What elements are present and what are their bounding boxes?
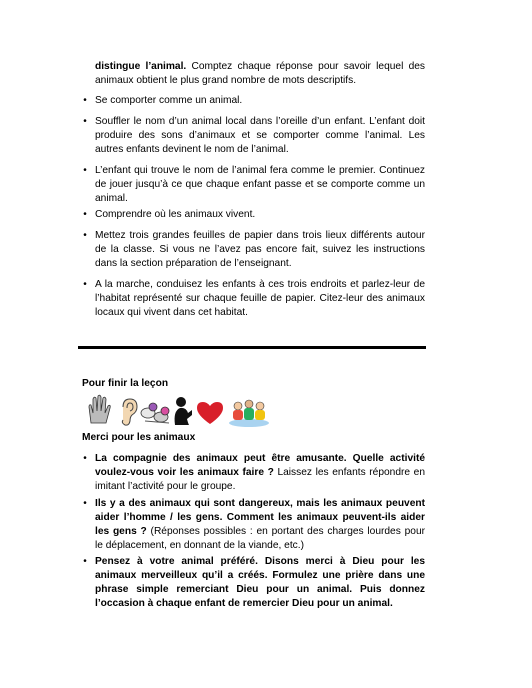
list-item-2: Souffler le nom d’un animal local dans l’oreille d’un enfant. L’enfant doit produire des sons d’animaux et se comporter comme l’animal. Les autres enfants devinent le nom de l’animal. [95,116,425,155]
closing-item-1 [95,452,425,494]
bullet-marker: • [83,230,87,241]
bullet-marker: • [83,95,87,106]
list-item-6: A la marche, conduisez les enfants à ces trois endroits et parlez-leur de l’habitat représenté sur chaque feuille de papier. Citez-leur des animaux locaux qui vivent dans cet habitat. [95,279,425,318]
closing-item-2 [95,497,425,553]
section-divider [78,346,426,349]
list-item-1: Se comporter comme un animal. [95,95,243,106]
closing-item-3-bold: Pensez à votre animal préféré. Disons merci à Dieu pour les animaux merveilleux qu’il a créés. Formulez une prière dans une phrase simple remerciant Dieu pour un animal. Puis donnez l’occasion à chaque enfant de remercier Dieu pour un animal. [95,556,425,609]
bullet-marker: • [83,498,87,509]
bullet-marker: • [83,453,87,464]
closing-item-1-text: Laissez les enfants répondre en imitant l’activité pour le groupe. [95,467,425,492]
list-item-3: L’enfant qui trouve le nom de l’animal fera comme le premier. Continuez de jouer jusqu’à ce que chaque enfant passe et se comporte comme un animal. [95,165,425,204]
praying-person-icon [175,397,192,425]
birds-icon [141,403,169,423]
bullet-marker: • [83,116,87,127]
list-item-5: Mettez trois grandes feuilles de papier dans trois lieux différents autour de la classe. Si vous ne l’avez pas encore fait, suivez les instructions dans la section préparation de l’enseignant. [95,230,425,269]
intro-text: Comptez chaque réponse pour savoir lequel des animaux obtient le plus grand nombre de mots descriptifs. [95,61,425,86]
heart-icon [197,402,223,424]
closing-item-3 [95,555,425,611]
subheading: Merci pour les animaux [82,432,196,443]
bullet-marker: • [83,556,87,567]
icon-strip [85,393,285,429]
bullet-marker: • [83,165,87,176]
ear-icon [122,399,137,425]
bullet-marker: • [83,279,87,290]
section-heading: Pour finir la leçon [82,378,169,389]
intro-paragraph [95,60,425,88]
intro-bold-text: distingue l’animal. [95,61,187,72]
children-group-icon [229,400,269,427]
hand-icon [89,395,110,423]
closing-item-2-bold: Ils y a des animaux qui sont dangereux, mais les animaux peuvent aider l’homme / les gens. Comment les animaux peuvent-ils aider les gens ? [95,498,425,537]
bullet-marker: • [83,209,87,220]
list-item-4: Comprendre où les animaux vivent. [95,209,256,220]
closing-item-1-bold: La compagnie des animaux peut être amusante. Quelle activité voulez-vous voir les animaux faire ? [95,453,425,478]
closing-item-2-text: (Réponses possibles : en portant des charges lourdes pour le déplacement, en donnant de la viande, etc.) [95,526,426,551]
